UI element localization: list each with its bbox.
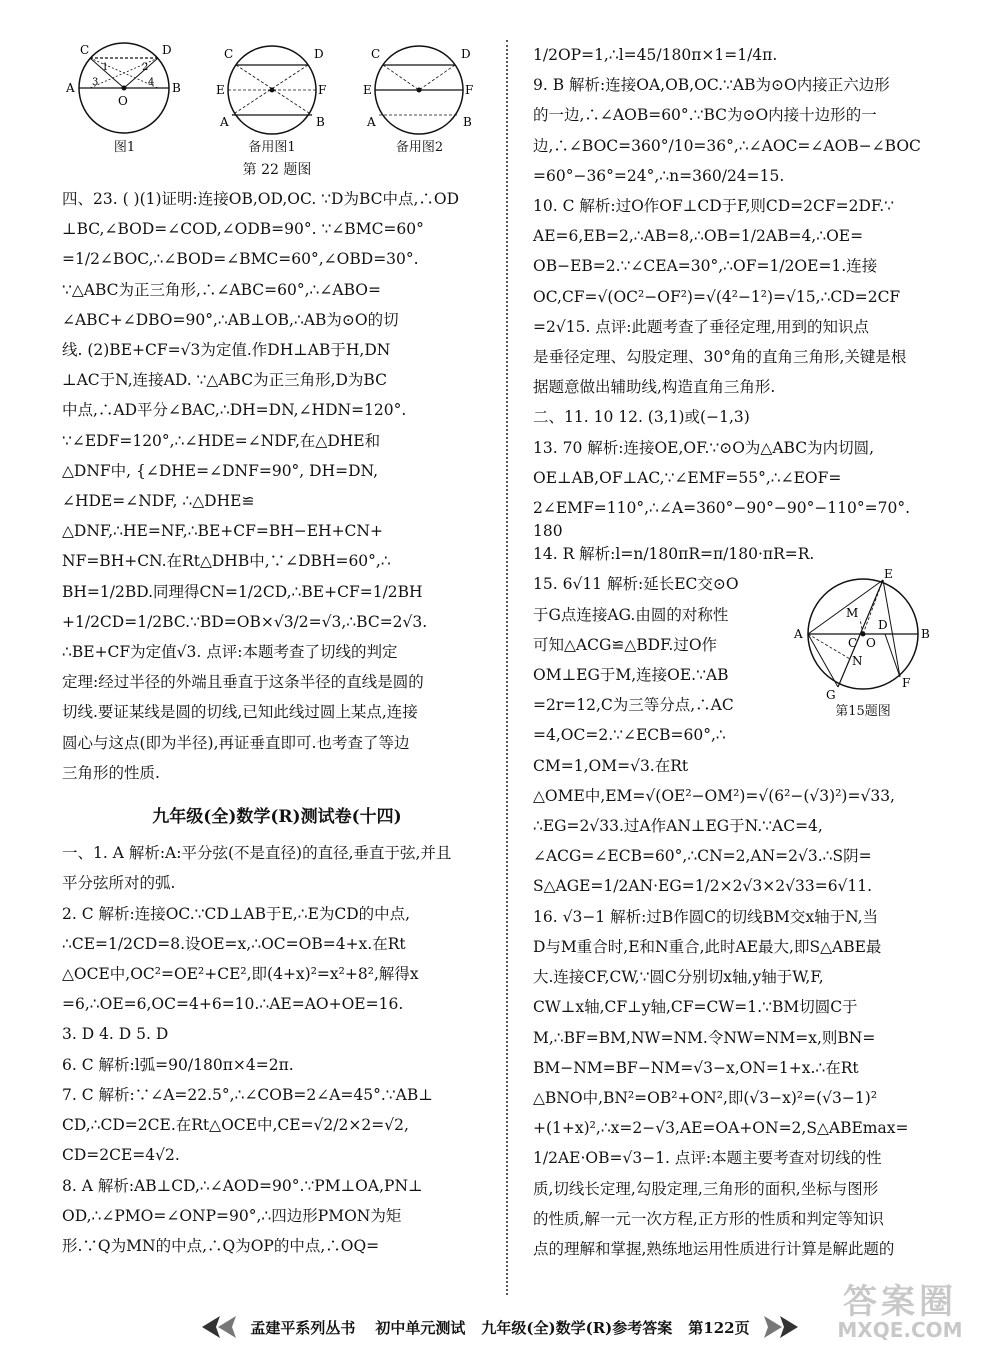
label-4: 4	[148, 77, 155, 88]
circle-diagram-2	[210, 40, 335, 140]
text-line: 点的理解和掌握,熟练地运用性质进行计算是解此题的	[533, 1239, 895, 1258]
label-G: G	[826, 688, 836, 703]
text-line: OM⊥EG于M,连接OE.∵AB	[533, 666, 729, 685]
text-line: ∴BE+CF为定值√3. 点评:本题考查了切线的判定	[62, 643, 398, 662]
text-line: 1/2AE·OB=√3−1. 点评:本题主要考查对切线的性	[533, 1149, 882, 1168]
label-2: 2	[142, 62, 149, 73]
text-line: 切线.要证某线是圆的切线,已知此线过圆上某点,连接	[62, 703, 418, 722]
label-C: C	[371, 47, 381, 61]
text-line: =1/2∠BOC,∴∠BOD=∠BMC=60°,∠OBD=30°.	[62, 250, 419, 269]
label-F: F	[902, 676, 911, 691]
watermark-text: 答案圈	[843, 1282, 957, 1322]
series-name: 孟建平系列丛书	[250, 1318, 356, 1337]
text-line: S△AGE=1/2AN·EG=1/2×2√3×2√33=6√11.	[533, 877, 873, 896]
text-line: D与M重合时,E和N重合,此时AE最大,即S△ABE最	[533, 937, 882, 956]
text-line: 定理:经过半径的外端且垂直于这条半径的直线是圆的	[62, 673, 424, 692]
text-line: ⊥AC于N,连接AD. ∵△ABC为正三角形,D为BC	[62, 371, 387, 390]
text-line: =6,∴OE=6,OC=4+6=10.∴AE=AO+OE=16.	[62, 995, 404, 1014]
text-line: OD,∴∠PMO=∠ONP=90°,∴四边形PMON为矩	[62, 1206, 402, 1225]
text-line: 线. (2)BE+CF=√3为定值.作DH⊥AB于H,DN	[62, 341, 391, 360]
text-line: =4,OC=2.∵∠ECB=60°,∴	[533, 726, 726, 745]
page-number: 第122页	[688, 1318, 750, 1337]
text-line: CD=2CE=4√2.	[62, 1146, 180, 1165]
label-O: O	[118, 94, 128, 108]
text-line: ∠ABC+∠DBO=90°,∴AB⊥OB,∴AB为⊙O的切	[62, 310, 399, 329]
arrow-right-icon	[760, 1314, 800, 1340]
text-line: 可知△ACG≌△BDF.过O作	[533, 635, 718, 654]
text-line: 一、1. A 解析:A:平分弦(不是直径)的直径,垂直于弦,并且	[62, 844, 452, 863]
label-E: E	[884, 569, 893, 582]
label-O: O	[866, 636, 876, 651]
label-B: B	[921, 627, 930, 642]
figure-title: 第 22 题图	[242, 162, 312, 178]
text-line: 6. C 解析:l弧=90/180π×4=2π.	[62, 1055, 294, 1074]
text-line: 2∠EMF=110°,∴∠A=360°−90°−90°−110°=70°.	[533, 499, 911, 518]
figure-1	[62, 40, 187, 160]
text-line: 大.连接CF,CW,∵圆C分别切x轴,y轴于W,F,	[533, 968, 824, 987]
page-footer	[200, 1312, 800, 1342]
figure-15-caption: 第15题图	[835, 704, 891, 720]
label-D: D	[461, 47, 471, 61]
label-A: A	[66, 81, 75, 95]
text-line: +1/2CD=1/2BC.∵BD=OB×√3/2=√3,∴BC=2√3.	[62, 612, 428, 631]
text-line: ∴CE=1/2CD=8.设OE=x,∴OC=OB=4+x.在Rt	[62, 934, 406, 953]
text-line: ∵∠EDF=120°,∴∠HDE=∠NDF,在△DHE和	[62, 431, 381, 450]
question-15	[533, 569, 938, 780]
text-line: 16. √3−1 解析:过B作圆C的切线BM交x轴于N,当	[533, 907, 879, 926]
column-divider	[506, 40, 508, 1295]
label-B: B	[463, 115, 472, 129]
text-line: 边,∴∠BOC=360°/10=36°,∴∠AOC=∠AOB−∠BOC	[533, 136, 921, 155]
book-name: 初中单元测试	[375, 1318, 466, 1337]
text-line: 10. C 解析:过O作OF⊥CD于F,则CD=2CF=2DF.∵	[533, 197, 895, 216]
text-line: 质,切线长定理,勾股定理,三角形的面积,坐标与图形	[533, 1179, 879, 1198]
text-line: 2. C 解析:连接OC.∵CD⊥AB于E,∴E为CD的中点,	[62, 904, 411, 923]
section-title: 九年级(全)数学(R)测试卷(十四)	[152, 807, 402, 828]
text-line: △DNF,∴HE=NF,∴BE+CF=BH−EH+CN+	[62, 522, 383, 541]
figure-row	[62, 40, 482, 160]
question-23	[62, 184, 492, 788]
text-line: OC,CF=√(OC²−OF²)=√(4²−1²)=√15,∴CD=2CF	[533, 287, 901, 306]
figure-2-caption: 备用图1	[248, 140, 296, 155]
text-line: OB−EB=2.∵∠CEA=30°,∴OF=1/2OE=1.连接	[533, 257, 878, 276]
text-line: CD,∴CD=2CE.在Rt△OCE中,CE=√2/2×2=√2,	[62, 1116, 409, 1135]
text-line: 四、23. ( )(1)证明:连接OB,OD,OC. ∵D为BC中点,∴OD	[62, 190, 460, 208]
text-line: 7. C 解析:∵∠A=22.5°,∴∠COB=2∠A=45°.∵AB⊥	[62, 1085, 433, 1104]
label-D: D	[162, 43, 172, 57]
text-line: △DNF中, {∠DHE=∠DNF=90°, DH=DN, ∠HDE=∠NDF, ∴△DHE≌	[62, 461, 379, 511]
text-line: 15. 6√11 解析:延长EC交⊙O	[533, 575, 739, 594]
circle-diagram-15	[788, 569, 938, 704]
label-3: 3	[92, 77, 99, 88]
text-line: 3. D 4. D 5. D	[62, 1025, 169, 1044]
text-line: 形.∵Q为MN的中点,∴Q为OP的中点,∴OQ=	[62, 1236, 380, 1255]
circle-diagram-1	[62, 40, 187, 140]
text-line: AE=6,EB=2,∴AB=8,∴OB=1/2AB=4,∴OE=	[533, 227, 864, 246]
text-line: =60°−36°=24°,∴n=360/24=15.	[533, 166, 785, 185]
label-F: F	[465, 83, 474, 97]
text-line: 中点,∴AD平分∠BAC,∴DH=DN,∠HDN=120°.	[62, 401, 407, 420]
text-line: CM=1,OM=√3.在Rt	[533, 756, 689, 775]
text-line: OE⊥AB,OF⊥AC,∵∠EMF=55°,∴∠EOF=	[533, 468, 842, 487]
left-column	[62, 40, 492, 1261]
text-line: 1/2OP=1,∴l=45/180π×1=1/4π.	[533, 46, 778, 64]
text-line: NF=BH+CN.在Rt△DHB中,∵∠DBH=60°,∴	[62, 552, 391, 571]
label-F: F	[317, 83, 326, 97]
text-line: 8. A 解析:AB⊥CD,∴∠AOD=90°.∵PM⊥OA,PN⊥	[62, 1176, 423, 1195]
circle-diagram-3	[357, 40, 482, 140]
subject-name: 九年级(全)数学(R)参考答案	[481, 1318, 673, 1337]
text-line: ⊥BC,∠BOD=∠COD,∠ODB=90°. ∵∠BMC=60°	[62, 220, 424, 239]
text-line: 是垂径定理、勾股定理、30°角的直角三角形,关键是根	[533, 348, 907, 367]
text-line: ∠ACG=∠ECB=60°,∴CN=2,AN=2√3.∴S阴=	[533, 847, 872, 866]
text-line: 14. R 解析:l=n/180πR=π/180·πR=R.	[533, 545, 815, 564]
text-line: 的性质,解一元一次方程,正方形的性质和判定等知识	[533, 1209, 884, 1228]
figure-3-caption: 备用图2	[395, 140, 444, 155]
arrow-left-icon	[200, 1314, 240, 1340]
figure-3	[357, 40, 482, 160]
text-line: 于G点连接AG.由圆的对称性	[533, 605, 729, 624]
text-line: 平分弦所对的弧.	[62, 874, 176, 893]
text-line: ∵△ABC为正三角形,∴∠ABC=60°,∴∠ABO=	[62, 280, 381, 299]
text-line: 9. B 解析:连接OA,OB,OC.∵AB为⊙O内接正六边形	[533, 76, 890, 95]
label-C: C	[223, 47, 233, 61]
text-line: 13. 70 解析:连接OE,OF.∵⊙O为△ABC为内切圆,	[533, 438, 875, 457]
right-column	[533, 40, 938, 1264]
text-line: △BNO中,BN²=OB²+ON²,即(√3−x)²=(√3−1)²	[533, 1088, 878, 1107]
text-line: 二、11. 10 12. (3,1)或(−1,3)	[533, 408, 750, 427]
text-line: BM−NM=BF−NM=√3−x,ON=1+x.∴在Rt	[533, 1058, 859, 1077]
text-line: +(1+x)²,∴x=2−√3,AE=OA+ON=2,S△ABEmax=	[533, 1119, 909, 1138]
label-A: A	[219, 115, 229, 129]
text-line: △OME中,EM=√(OE²−OM²)=√(6²−(√3)²)=√33,	[533, 786, 895, 805]
label-M: M	[846, 606, 859, 621]
label-B: B	[172, 81, 181, 95]
label-D: D	[878, 618, 888, 633]
text-line: 三角形的性质.	[62, 763, 160, 782]
label-E: E	[363, 83, 372, 97]
text-line: 据题意做出辅助线,构造直角三角形.	[533, 378, 776, 397]
label-A: A	[367, 115, 376, 129]
label-C: C	[848, 636, 858, 651]
text-line: △OCE中,OC²=OE²+CE²,即(4+x)²=x²+8²,解得x	[62, 965, 419, 984]
label-1: 1	[102, 62, 109, 73]
label-E: E	[215, 83, 225, 97]
questions-1-8	[62, 838, 492, 1261]
text-line: BH=1/2BD.同理得CN=1/2CD,∴BE+CF=1/2BH	[62, 582, 423, 601]
text-line: 的一边,∴∠AOB=60°.∵BC为⊙O内接十边形的一	[533, 106, 877, 125]
label-D: D	[313, 47, 324, 61]
text-line: ∴EG=2√33.过A作AN⊥EG于N.∵AC=4,	[533, 817, 823, 836]
watermark-logo	[810, 1282, 990, 1345]
text-line: =2r=12,C为三等分点,∴AC	[533, 696, 734, 715]
text-line: CW⊥x轴,CF⊥y轴,CF=CW=1.∵BM切圆C于	[533, 998, 858, 1017]
label-A: A	[794, 627, 803, 642]
figure-2	[210, 40, 335, 160]
watermark-url: MXQE.COM	[837, 1318, 963, 1342]
label-C: C	[80, 43, 90, 57]
text-line: 圆心与这点(即为半径),再证垂直即可.也考查了等边	[62, 733, 410, 752]
text-line: M,∴BF=BM,NW=NM.令NW=NM=x,则BN=	[533, 1028, 876, 1047]
figure-15	[788, 569, 938, 720]
figure-1-caption: 图1	[113, 140, 136, 155]
label-B: B	[315, 115, 325, 129]
text-line: 180	[533, 522, 563, 541]
text-line: =2√15. 点评:此题考查了垂径定理,用到的知识点	[533, 317, 869, 336]
label-N: N	[852, 654, 863, 669]
